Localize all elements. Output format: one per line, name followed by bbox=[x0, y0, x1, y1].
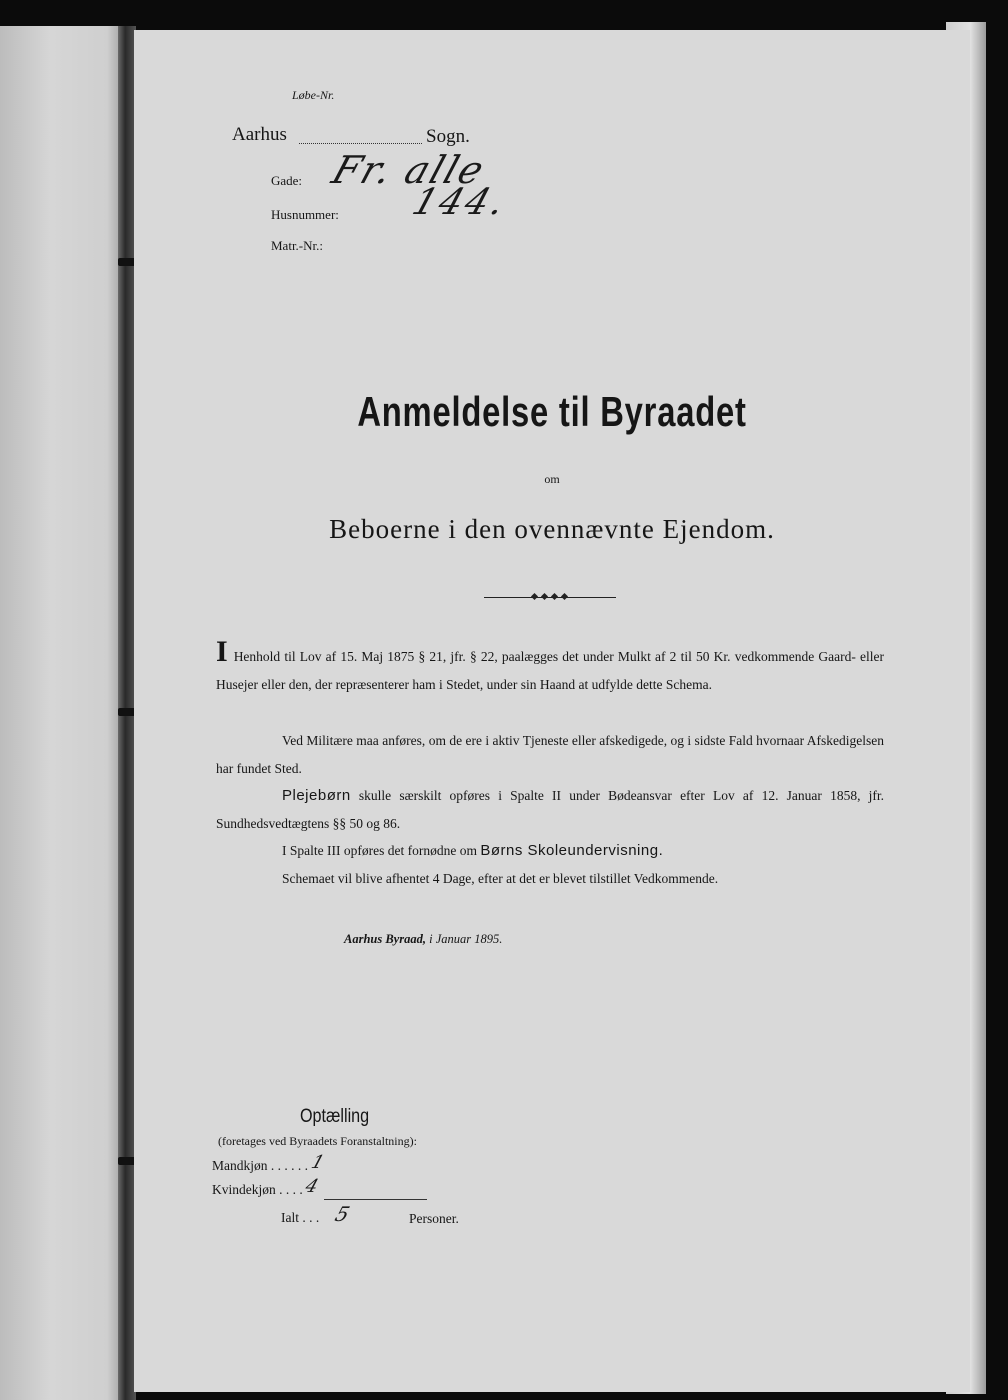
lobe-nr-label: Løbe-Nr. bbox=[292, 88, 335, 102]
parish-dotted-line bbox=[299, 143, 422, 144]
mandkjon-label: Mandkjøn . . . . . . bbox=[212, 1158, 308, 1173]
paragraph-1-text: Henhold til Lov af 15. Maj 1875 § 21, jfr. § 22, paalægges det under Mulkt af 2 til 50 Kr. vedkommende Gaard- eller Husejer eller den, der repræsenterer ham i Stedet, under sin Haand at udfylde dette Schema. bbox=[216, 649, 884, 692]
document-subtitle: Beboerne i den ovennævnte Ejendom. bbox=[329, 514, 775, 544]
personer-label: Personer. bbox=[409, 1211, 459, 1226]
drop-cap: I bbox=[216, 635, 228, 668]
paragraph-3-text: skulle særskilt opføres i Spalte II under Bødeansvar efter Lov af 12. Januar 1858, jfr. Sundhedsvedtægtens §§ 50 og 86. bbox=[216, 788, 884, 831]
paragraph-2 bbox=[216, 727, 884, 782]
document-page bbox=[134, 30, 970, 1392]
count-subtitle: (foretages ved Byraadets Foranstaltning): bbox=[218, 1134, 417, 1148]
paragraph-1 bbox=[216, 635, 884, 698]
kvindekjon-label: Kvindekjøn . . . . bbox=[212, 1182, 303, 1197]
plejeborn-emphasis: Plejebørn bbox=[282, 787, 351, 804]
paragraph-5 bbox=[216, 865, 884, 893]
document-title: Anmeldelse til Byraadet bbox=[357, 388, 747, 435]
paragraph-3 bbox=[216, 782, 884, 837]
paragraph-2-text: Ved Militære maa anføres, om de ere i aktiv Tjeneste eller afskedigede, og i sidste Fald hvornaar Afskedigelsen har fundet Sted. bbox=[216, 733, 884, 776]
left-page-edge bbox=[0, 26, 126, 1400]
paragraph-4 bbox=[216, 837, 884, 865]
gade-label: Gade: bbox=[271, 173, 303, 188]
city-name: Aarhus bbox=[232, 124, 287, 145]
paragraph-4-text: I Spalte III opføres det fornødne om bbox=[282, 843, 477, 858]
ialt-label: Ialt . . . bbox=[281, 1210, 320, 1225]
husnummer-handwritten-value: 144. bbox=[407, 182, 513, 223]
signature-authority: Aarhus Byraad, bbox=[344, 932, 426, 946]
signature-line bbox=[344, 932, 502, 947]
divider-ornament bbox=[484, 596, 616, 600]
signature-date: i Januar 1895. bbox=[429, 932, 503, 946]
kvindekjon-value: 4 bbox=[302, 1176, 321, 1197]
skoleundervisning-emphasis: Børns Skoleundervisning. bbox=[480, 842, 664, 859]
count-title: Optælling bbox=[300, 1106, 370, 1127]
husnummer-label: Husnummer: bbox=[271, 207, 339, 222]
matr-nr-label: Matr.-Nr.: bbox=[271, 238, 323, 253]
mandkjon-value: 1 bbox=[308, 1152, 327, 1173]
parish-label: Sogn. bbox=[426, 126, 470, 147]
ialt-value: 5 bbox=[332, 1202, 353, 1226]
paragraph-5-text: Schemaet vil blive afhentet 4 Dage, efter at det er blevet tilstillet Vedkommende. bbox=[282, 871, 719, 886]
title-connector: om bbox=[544, 472, 560, 486]
total-underline bbox=[324, 1199, 427, 1200]
gade-handwritten-value: Fr. alle bbox=[326, 148, 492, 192]
